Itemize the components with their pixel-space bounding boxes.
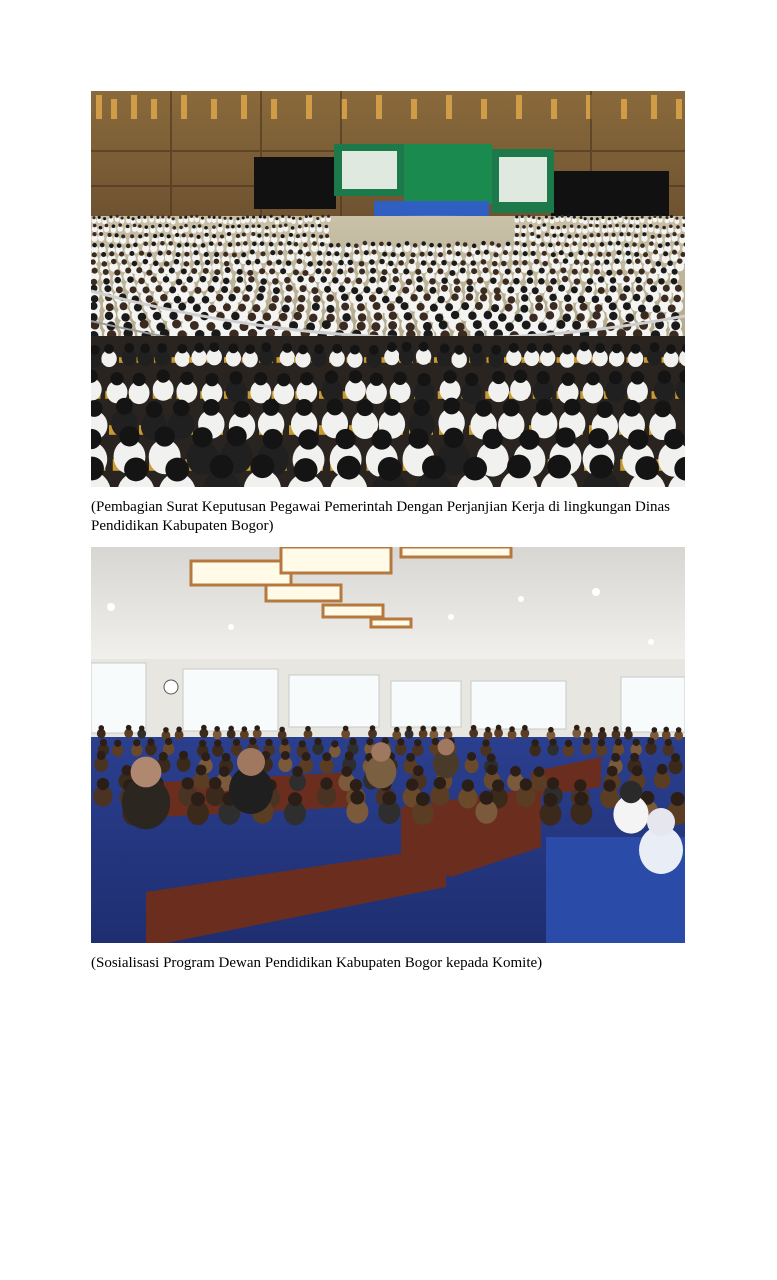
auditorium-photo	[91, 91, 685, 487]
photo-caption-1: (Pembagian Surat Keputusan Pegawai Pemerintah Dengan Perjanjian Kerja di lingkungan Dinas Pendidikan Kabupaten Bogor)	[91, 499, 671, 534]
meeting-room-photo	[91, 547, 685, 943]
photo-caption-2: (Sosialisasi Program Dewan Pendidikan Kabupaten Bogor kepada Komite)	[91, 955, 543, 971]
